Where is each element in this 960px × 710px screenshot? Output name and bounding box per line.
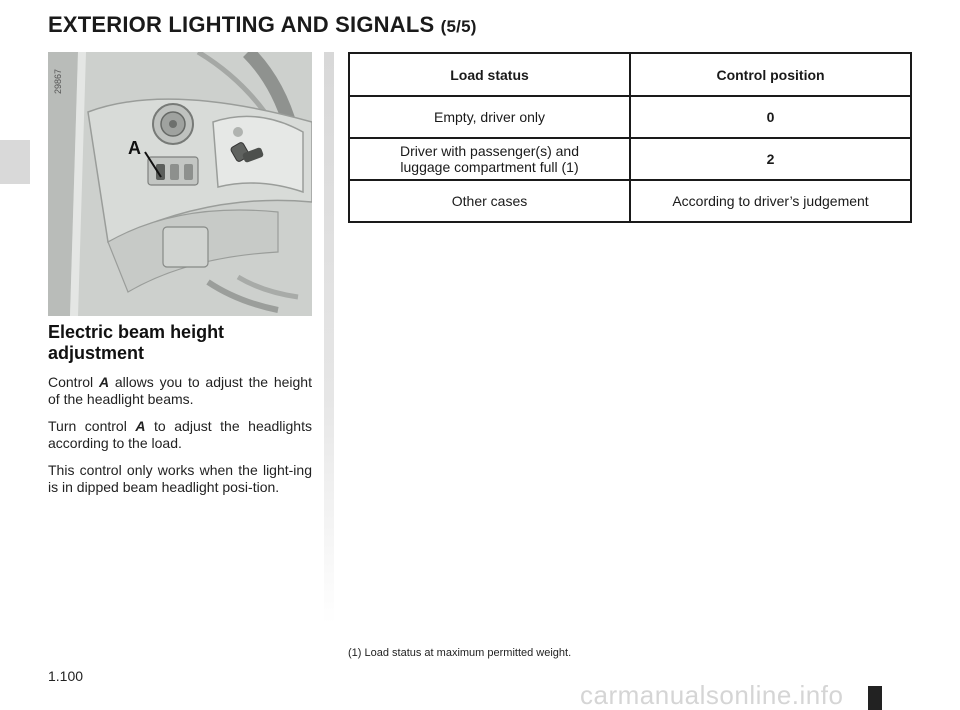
- footnote: (1) Load status at maximum permitted weight.: [348, 647, 572, 659]
- cell-load-status: Driver with passenger(s) and luggage compartment full (1): [349, 138, 630, 180]
- control-a-ref: A: [135, 418, 146, 434]
- page-corner-mark: [868, 686, 882, 710]
- page-title: [48, 12, 477, 38]
- section-heading: Electric beam height adjustment: [48, 322, 225, 363]
- paragraph-control-a: Control A allows you to adjust the height of the headlight beams.: [48, 374, 312, 407]
- cell-load-status: Other cases: [349, 180, 630, 222]
- table-row: [349, 180, 911, 222]
- figure-code: 29867: [53, 68, 63, 94]
- cell-control-position: According to driver’s judgement: [630, 180, 911, 222]
- page-title-part: (5/5): [440, 17, 477, 36]
- section-tab-marker: [0, 140, 30, 184]
- table-header-row: [349, 53, 911, 96]
- control-a-ref: A: [98, 374, 110, 390]
- watermark: carmanualsonline.info: [580, 680, 844, 710]
- cell-load-status: Empty, driver only: [349, 96, 630, 138]
- cell-control-position: 2: [630, 138, 911, 180]
- column-divider: [324, 52, 334, 624]
- callout-label-a: A: [128, 138, 141, 158]
- page-number: 1.100: [48, 668, 84, 684]
- page-title-text: EXTERIOR LIGHTING AND SIGNALS: [48, 12, 435, 37]
- header-load-status: Load status: [349, 53, 630, 96]
- header-control-position: Control position: [630, 53, 911, 96]
- table-row: [349, 96, 911, 138]
- beam-adjustment-section: [48, 322, 312, 496]
- cell-control-position: 0: [630, 96, 911, 138]
- table-row: [349, 138, 911, 180]
- paragraph-dipped-beam-note: This control only works when the light-ing is in dipped beam headlight posi-tion.: [48, 462, 312, 495]
- load-status-table: [348, 52, 912, 223]
- paragraph-turn-control: Turn control A to adjust the headlights according to the load.: [48, 418, 312, 451]
- dashboard-illustration: [48, 52, 312, 316]
- dashboard-drawing: [48, 52, 312, 316]
